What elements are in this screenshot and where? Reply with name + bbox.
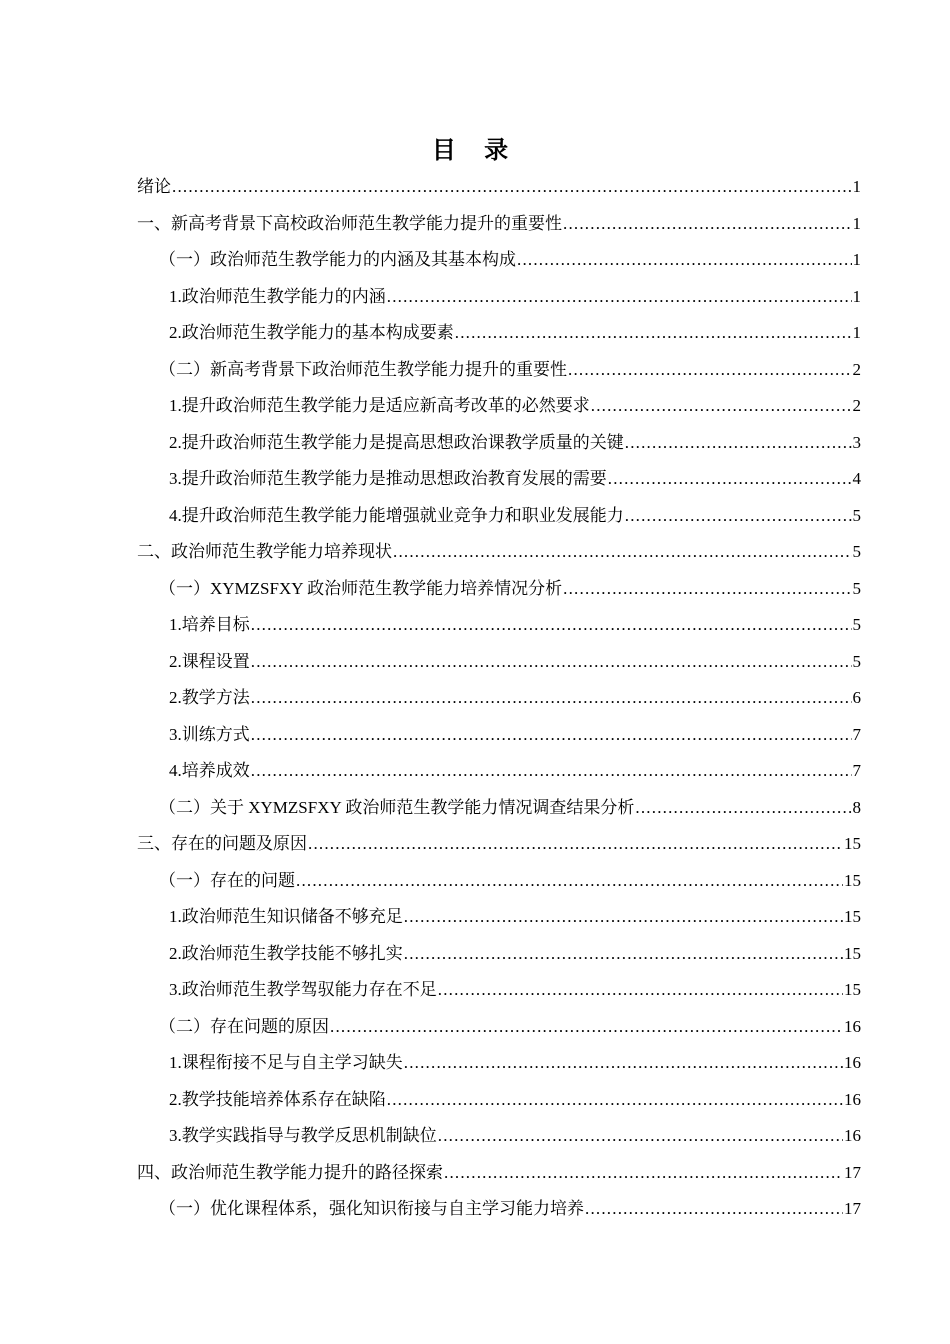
table-of-contents — [137, 169, 861, 1228]
dot-leader — [438, 972, 843, 1009]
toc-entry-text: 2.教学技能培养体系存在缺陷 — [169, 1089, 386, 1109]
toc-page-number: 3 — [852, 432, 861, 452]
toc-page-number: 15 — [844, 870, 861, 890]
toc-entry-text: 3.训练方式 — [169, 724, 250, 744]
toc-entry[interactable] — [137, 680, 861, 717]
dot-leader — [438, 1118, 843, 1155]
toc-entry-text: （一）优化课程体系，强化知识衔接与自主学习能力培养 — [159, 1199, 584, 1218]
dot-leader — [404, 936, 843, 973]
toc-entry-text: 1.提升政治师范生教学能力是适应新高考改革的必然要求 — [169, 396, 590, 415]
toc-entry[interactable] — [137, 498, 861, 535]
toc-entry-text: （二）关于 XYMZSFXY 政治师范生教学能力情况调查结果分析 — [159, 797, 635, 817]
toc-entry-text: （一）存在的问题 — [159, 870, 295, 890]
toc-entry[interactable] — [137, 607, 861, 644]
toc-entry-text: 绪论 — [137, 177, 171, 196]
toc-entry[interactable] — [137, 169, 861, 206]
dot-leader — [563, 571, 851, 608]
dot-leader — [387, 279, 852, 316]
toc-entry-text: （二）存在问题的原因 — [159, 1016, 329, 1036]
toc-entry-text: 3.教学实践指导与教学反思机制缺位 — [169, 1126, 437, 1145]
toc-entry[interactable] — [137, 936, 861, 973]
toc-entry[interactable] — [137, 242, 861, 279]
toc-page-number: 7 — [852, 761, 861, 780]
toc-entry-text: 1.政治师范生知识储备不够充足 — [169, 907, 403, 926]
dot-leader — [625, 425, 852, 462]
dot-leader — [251, 753, 852, 790]
toc-entry[interactable] — [137, 279, 861, 316]
toc-page-number: 2 — [852, 396, 861, 415]
toc-entry[interactable] — [137, 534, 861, 571]
dot-leader — [251, 717, 852, 754]
toc-entry-text: （一）XYMZSFXY 政治师范生教学能力培养情况分析 — [159, 578, 563, 598]
toc-entry-text: 2.课程设置 — [169, 651, 250, 671]
toc-entry-text: 2.教学方法 — [169, 688, 250, 707]
toc-entry-text: 3.政治师范生教学驾驭能力存在不足 — [169, 980, 437, 999]
dot-leader — [591, 388, 852, 425]
toc-entry-text: 四、政治师范生教学能力提升的路径探索 — [137, 1162, 443, 1182]
toc-entry-text: 1.课程衔接不足与自主学习缺失 — [169, 1053, 403, 1072]
dot-leader — [404, 899, 843, 936]
toc-page-number: 7 — [852, 724, 861, 744]
toc-page-number: 5 — [852, 651, 861, 671]
toc-entry[interactable] — [137, 972, 861, 1009]
toc-page-number: 15 — [844, 834, 861, 853]
toc-entry[interactable] — [137, 899, 861, 936]
dot-leader — [568, 352, 852, 389]
toc-page-number: 15 — [844, 980, 861, 999]
dot-leader — [444, 1155, 843, 1192]
toc-entry[interactable] — [137, 1155, 861, 1192]
toc-page-number: 16 — [844, 1016, 861, 1036]
dot-leader — [635, 790, 851, 827]
toc-page-number: 5 — [852, 578, 861, 598]
toc-entry-text: 2.政治师范生教学技能不够扎实 — [169, 943, 403, 963]
toc-page-number: 15 — [844, 943, 861, 963]
dot-leader — [455, 315, 852, 352]
toc-page-number: 17 — [844, 1162, 861, 1182]
dot-leader — [251, 644, 852, 681]
dot-leader — [308, 826, 843, 863]
toc-page-number: 1 — [852, 177, 861, 196]
toc-entry[interactable] — [137, 1045, 861, 1082]
toc-entry[interactable] — [137, 717, 861, 754]
toc-page-number: 1 — [852, 286, 861, 306]
toc-entry[interactable] — [137, 388, 861, 425]
toc-entry[interactable] — [137, 863, 861, 900]
dot-leader — [625, 498, 852, 535]
toc-page-number: 4 — [852, 469, 861, 488]
toc-entry-text: 二、政治师范生教学能力培养现状 — [137, 542, 392, 561]
toc-page-number: 6 — [852, 688, 861, 707]
toc-page-number: 1 — [852, 250, 861, 269]
toc-page-number: 16 — [844, 1126, 861, 1145]
toc-entry-text: 一、新高考背景下高校政治师范生教学能力提升的重要性 — [137, 213, 562, 233]
toc-entry-text: 2.提升政治师范生教学能力是提高思想政治课教学质量的关键 — [169, 432, 624, 452]
dot-leader — [172, 169, 852, 206]
toc-page-number: 8 — [852, 797, 861, 817]
toc-page-number: 1 — [852, 213, 861, 233]
toc-entry[interactable] — [137, 1118, 861, 1155]
toc-entry[interactable] — [137, 1082, 861, 1119]
toc-entry[interactable] — [137, 352, 861, 389]
toc-page-number: 5 — [852, 505, 861, 525]
toc-entry-text: 1.培养目标 — [169, 615, 250, 634]
dot-leader — [393, 534, 852, 571]
dot-leader — [330, 1009, 843, 1046]
dot-leader — [585, 1191, 843, 1228]
dot-leader — [251, 680, 852, 717]
toc-entry[interactable] — [137, 1191, 861, 1228]
dot-leader — [563, 206, 852, 243]
dot-leader — [251, 607, 852, 644]
toc-entry-text: 4.提升政治师范生教学能力能增强就业竞争力和职业发展能力 — [169, 505, 624, 525]
toc-entry-text: 4.培养成效 — [169, 761, 250, 780]
toc-entry[interactable] — [137, 753, 861, 790]
toc-page-number: 16 — [844, 1089, 861, 1109]
toc-entry-text: 3.提升政治师范生教学能力是推动思想政治教育发展的需要 — [169, 469, 607, 488]
toc-page-number: 5 — [852, 542, 861, 561]
dot-leader — [387, 1082, 843, 1119]
toc-entry[interactable] — [137, 425, 861, 462]
toc-entry[interactable] — [137, 790, 861, 827]
dot-leader — [296, 863, 843, 900]
toc-entry-text: 2.政治师范生教学能力的基本构成要素 — [169, 323, 454, 342]
toc-page-number: 2 — [852, 359, 861, 379]
toc-page-number: 16 — [844, 1053, 861, 1072]
toc-page-number: 15 — [844, 907, 861, 926]
dot-leader — [517, 242, 852, 279]
toc-page-number: 5 — [852, 615, 861, 634]
toc-entry-text: 三、存在的问题及原因 — [137, 834, 307, 853]
toc-entry[interactable] — [137, 461, 861, 498]
toc-title: 目 录 — [431, 136, 519, 164]
toc-entry[interactable] — [137, 206, 861, 243]
toc-page-number: 1 — [852, 323, 861, 342]
toc-entry[interactable] — [137, 826, 861, 863]
dot-leader — [608, 461, 852, 498]
toc-entry[interactable] — [137, 644, 861, 681]
toc-entry-text: 1.政治师范生教学能力的内涵 — [169, 286, 386, 306]
toc-entry-text: （一）政治师范生教学能力的内涵及其基本构成 — [159, 250, 516, 269]
toc-entry-text: （二）新高考背景下政治师范生教学能力提升的重要性 — [159, 359, 567, 379]
dot-leader — [404, 1045, 843, 1082]
toc-entry[interactable] — [137, 1009, 861, 1046]
toc-entry[interactable] — [137, 315, 861, 352]
toc-entry[interactable] — [137, 571, 861, 608]
toc-page-number: 17 — [844, 1199, 861, 1218]
